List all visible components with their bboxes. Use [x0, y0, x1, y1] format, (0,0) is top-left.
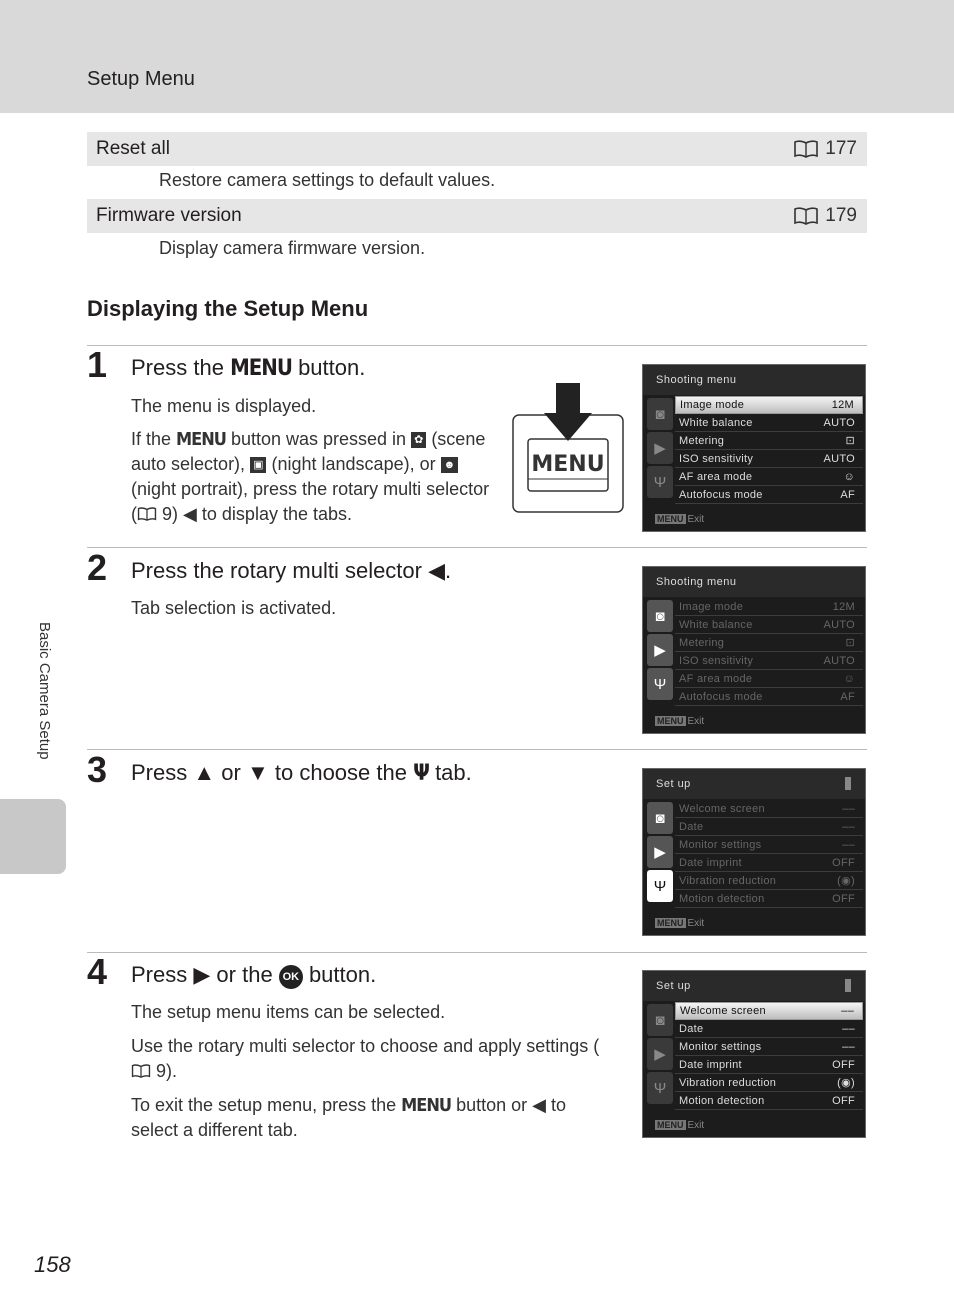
movie-tab-icon: ▶	[647, 1038, 673, 1070]
menu-row: Welcome screen ––	[675, 800, 863, 818]
camera-tab-icon: ◙	[647, 802, 673, 834]
step-title: Press the rotary multi selector ◀.	[131, 558, 452, 583]
setup-tab-icon: Ψ	[647, 1072, 673, 1104]
right-arrow-icon: ▶	[193, 962, 211, 987]
menu-row: ISO sensitivity AUTO	[675, 652, 863, 670]
menu-row: AF area mode ☺	[675, 468, 863, 486]
menu-glyph: MENU	[230, 356, 292, 381]
menu-row: Motion detection OFF	[675, 1092, 863, 1110]
menu-row: Motion detection OFF	[675, 890, 863, 908]
menu-row: Welcome screen ––	[675, 1002, 863, 1020]
movie-tab-icon: ▶	[647, 634, 673, 666]
step-text: Tab selection is activated.	[131, 598, 337, 618]
book-reference-icon	[793, 207, 819, 225]
night-landscape-icon: ▣	[250, 457, 266, 473]
menu-row: Vibration reduction (◉)	[675, 1074, 863, 1092]
step-title: Press the MENU button.	[131, 355, 366, 381]
menu-row: Autofocus mode AF	[675, 486, 863, 504]
menu-row: Vibration reduction (◉)	[675, 872, 863, 890]
menu-button-illustration	[512, 383, 624, 513]
menu-button-label: MENU	[531, 452, 605, 477]
divider	[87, 749, 867, 750]
menu-row: Date ––	[675, 818, 863, 836]
memory-card-icon	[845, 777, 851, 790]
screen-title: Shooting menu	[643, 567, 865, 597]
screen-title: Set up	[643, 971, 865, 1001]
menu-row: Date imprint OFF	[675, 854, 863, 872]
screen-title: Set up	[643, 769, 865, 799]
setup-tab-icon: Ψ	[647, 466, 673, 498]
screen-footer: MENU Exit	[657, 918, 705, 929]
camera-tab-icon: ◙	[647, 1004, 673, 1036]
menu-row: White balance AUTO	[675, 616, 863, 634]
step-number: 4	[87, 951, 108, 992]
step-title: Press ▲ or ▼ to choose the Ψ tab.	[131, 760, 472, 786]
step-number: 2	[87, 547, 108, 588]
menu-row: Date ––	[675, 1020, 863, 1038]
left-arrow-icon: ◀.	[428, 558, 452, 583]
up-arrow-icon: ▲	[193, 760, 216, 785]
scene-auto-icon: ✿	[411, 432, 426, 448]
step-text: The menu is displayed.	[131, 396, 317, 416]
table-item-name: Firmware version	[96, 205, 242, 226]
page-reference: 179	[825, 205, 857, 226]
camera-tab-icon: ◙	[647, 398, 673, 430]
menu-row: Date imprint OFF	[675, 1056, 863, 1074]
movie-tab-icon: ▶	[647, 836, 673, 868]
screen-title: Shooting menu	[643, 365, 865, 395]
table-item-description: Restore camera settings to default values.	[159, 170, 496, 190]
setup-tab-icon: Ψ	[647, 870, 673, 902]
memory-card-icon	[845, 979, 851, 992]
page-number: 158	[34, 1252, 71, 1277]
menu-row: Image mode 12M	[675, 396, 863, 414]
camera-tab-icon: ◙	[647, 600, 673, 632]
section-title: Setup Menu	[87, 68, 195, 90]
book-reference-icon	[137, 507, 157, 521]
table-row-reset-all	[87, 132, 867, 166]
screen-footer: MENU Exit	[657, 716, 705, 727]
menu-glyph: MENU	[401, 1095, 452, 1116]
table-item-description: Display camera firmware version.	[159, 238, 426, 258]
menu-row: White balance AUTO	[675, 414, 863, 432]
screen-footer: MENU Exit	[657, 1120, 705, 1131]
table-item-name: Reset all	[96, 138, 170, 159]
header-band	[0, 0, 954, 113]
menu-row: Monitor settings ––	[675, 1038, 863, 1056]
table-row-firmware	[87, 199, 867, 233]
menu-row: Image mode 12M	[675, 598, 863, 616]
step-number: 1	[87, 344, 108, 385]
down-arrow-icon: ▼	[246, 760, 269, 785]
camera-screen-shooting-menu	[642, 364, 866, 532]
night-portrait-icon: ☻	[441, 457, 459, 473]
book-reference-icon	[131, 1064, 151, 1078]
menu-row: Monitor settings ––	[675, 836, 863, 854]
menu-row: Metering ⊡	[675, 634, 863, 652]
screen-footer: MENU Exit	[657, 514, 705, 525]
step-text: To exit the setup menu, press the MENU button or ◀ to select a different tab.	[131, 1095, 567, 1140]
step-text: Use the rotary multi selector to choose and apply settings ( 9).	[131, 1036, 600, 1081]
step-text: If the MENU button was pressed in ✿ (scene auto selector), ▣ (night landscape), or ☻ (night portrait), press the rotary multi selector ( 9) ◀ to display the tabs.	[131, 429, 490, 524]
left-arrow-icon: ◀	[532, 1095, 546, 1115]
divider	[87, 547, 867, 548]
menu-row: Autofocus mode AF	[675, 688, 863, 706]
subheading: Displaying the Setup Menu	[87, 296, 369, 321]
camera-screen-setup-tab	[642, 768, 866, 936]
menu-row: AF area mode ☺	[675, 670, 863, 688]
wrench-icon: Ψ	[413, 761, 429, 786]
sidebar-chapter-tab	[0, 799, 66, 874]
menu-row: Metering ⊡	[675, 432, 863, 450]
step-number: 3	[87, 749, 108, 790]
book-reference-icon	[793, 140, 819, 158]
sidebar-chapter-label: Basic Camera Setup	[36, 622, 53, 760]
ok-button-icon: OK	[279, 965, 303, 989]
step-title: Press ▶ or the OK button.	[131, 962, 377, 987]
divider	[87, 952, 867, 953]
page-reference: 177	[825, 138, 857, 159]
setup-tab-icon: Ψ	[647, 668, 673, 700]
movie-tab-icon: ▶	[647, 432, 673, 464]
divider	[87, 345, 867, 346]
left-arrow-icon: ◀	[183, 504, 197, 524]
step-text: The setup menu items can be selected.	[131, 1002, 446, 1022]
menu-glyph: MENU	[176, 429, 226, 450]
camera-screen-setup-menu	[642, 970, 866, 1138]
menu-row: ISO sensitivity AUTO	[675, 450, 863, 468]
camera-screen-shooting-menu-tabs	[642, 566, 866, 734]
